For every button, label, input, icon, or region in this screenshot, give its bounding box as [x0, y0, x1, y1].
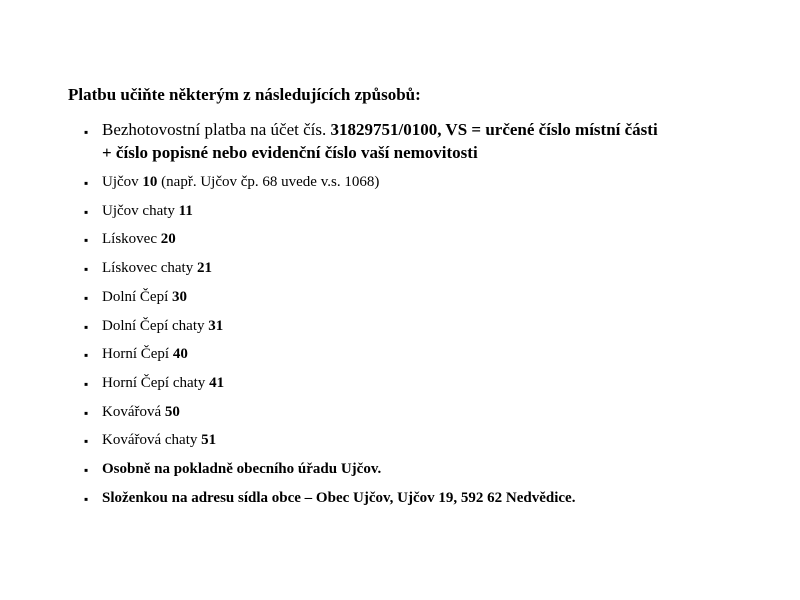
- bullet-icon: ▪: [84, 463, 89, 477]
- list-item-part: [84, 374, 225, 392]
- list-item-bank-transfer-line2: + číslo popisné nebo evidenční číslo vaší nemovitosti: [102, 143, 478, 162]
- bullet-icon: ▪: [84, 205, 89, 219]
- part-name: Lískovec chaty: [102, 260, 197, 276]
- list-item-part: [84, 317, 224, 335]
- list-item-part: [84, 288, 187, 306]
- list-item-part: [84, 230, 176, 248]
- bullet-icon: ▪: [84, 406, 89, 420]
- part-code: 31: [208, 318, 224, 334]
- bullet-icon: ▪: [84, 348, 89, 362]
- cash-payment-text: Osobně na pokladně obecního úřadu Ujčov.: [102, 461, 382, 477]
- bullet-icon: ▪: [84, 262, 89, 276]
- part-name: Lískovec: [102, 231, 161, 247]
- part-code: 50: [164, 404, 180, 420]
- bullet-icon: ▪: [84, 125, 89, 139]
- part-name: Dolní Čepí: [102, 289, 172, 305]
- bullet-icon: ▪: [84, 233, 89, 247]
- part-name: Kovářová: [102, 404, 165, 420]
- bullet-icon: ▪: [84, 176, 89, 190]
- part-name: Horní Čepí chaty: [102, 375, 210, 391]
- part-name: Kovářová chaty: [102, 432, 202, 448]
- list-item-cash-payment: [84, 460, 382, 478]
- bank-transfer-prefix: Bezhotovostní platba na účet čís.: [102, 120, 331, 139]
- list-item-ujcov: [84, 173, 380, 191]
- part-code: 30: [172, 289, 187, 305]
- part-name: Ujčov: [102, 174, 143, 190]
- part-code: 20: [160, 231, 176, 247]
- bullet-icon: ▪: [84, 492, 89, 506]
- part-name: Horní Čepí: [102, 346, 173, 362]
- part-code: 40: [172, 346, 188, 362]
- part-code: 41: [209, 375, 225, 391]
- part-code: 51: [201, 432, 217, 448]
- bullet-icon: ▪: [84, 434, 89, 448]
- list-item-part: [84, 345, 188, 363]
- page-title: Platbu učiňte některým z následujících způsobů:: [68, 85, 421, 104]
- postal-payment-text: Složenkou na adresu sídla obce – Obec Ujčov, Ujčov 19, 592 62 Nedvědice.: [102, 490, 576, 506]
- part-name: Ujčov chaty: [102, 203, 179, 219]
- list-item-part: [84, 259, 212, 277]
- list-item-postal-payment: [84, 489, 576, 507]
- list-item-bank-transfer: [84, 118, 658, 141]
- list-item-part: [84, 202, 193, 220]
- part-note: (např. Ujčov čp. 68 uvede v.s. 1068): [157, 174, 380, 190]
- bullet-icon: ▪: [84, 320, 89, 334]
- bank-account-and-vs-rule: 31829751/0100, VS = určené číslo místní části: [330, 120, 658, 139]
- bullet-icon: ▪: [84, 377, 89, 391]
- part-code: 11: [178, 203, 193, 219]
- part-name: Dolní Čepí chaty: [102, 318, 209, 334]
- list-item-part: [84, 431, 217, 449]
- bullet-icon: ▪: [84, 291, 89, 305]
- part-code: 21: [196, 260, 212, 276]
- list-item-part: [84, 403, 180, 421]
- part-code: 10: [142, 174, 158, 190]
